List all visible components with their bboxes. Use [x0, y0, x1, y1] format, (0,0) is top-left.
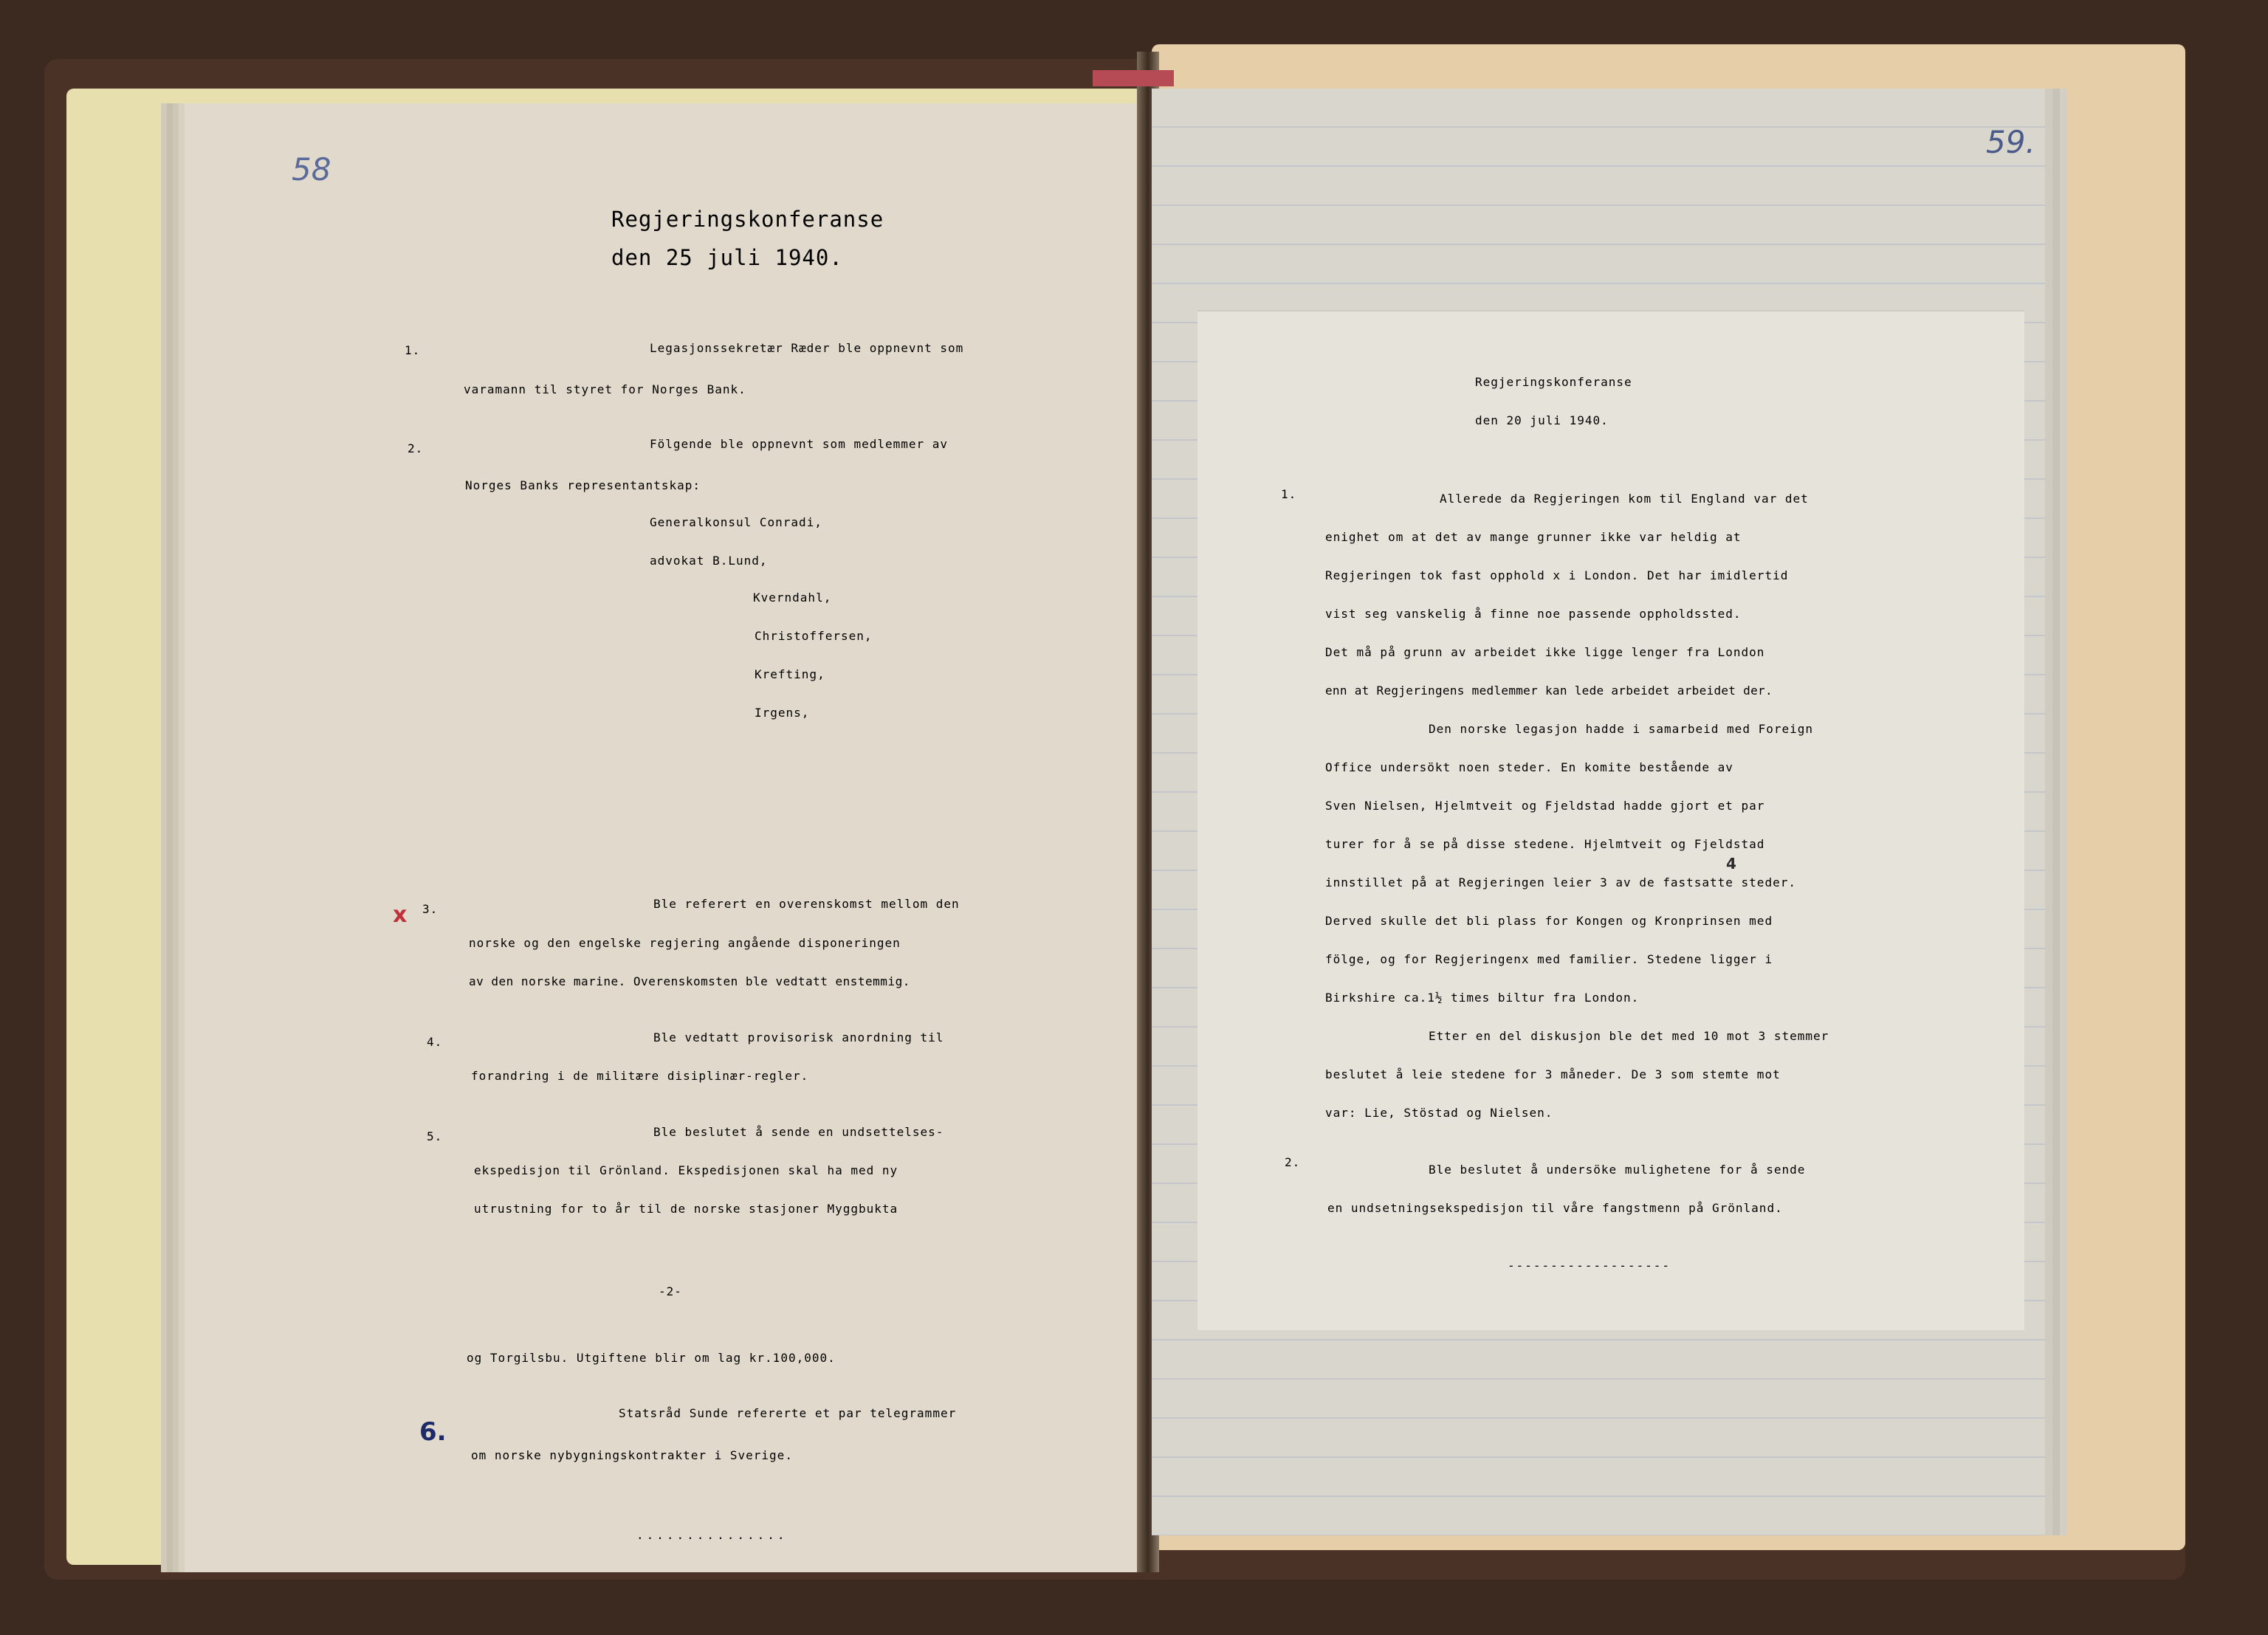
right-item1-line: enighet om at det av mange grunner ikke var heldig at	[1325, 530, 1742, 544]
right-item1-line: Den norske legasjon hadde i samarbeid med Foreign	[1429, 722, 1814, 736]
right-page-date: den 20 juli 1940.	[1475, 413, 1609, 427]
representative-name: Kverndahl,	[753, 591, 832, 605]
left-item5-line: Ble beslutet å sende en undsettelses-	[653, 1125, 944, 1139]
left-item5-number: 5.	[427, 1129, 443, 1143]
left-item3-number: 3.	[422, 902, 439, 916]
pasted-typed-sheet	[1197, 310, 2024, 1330]
right-item1-line: Sven Nielsen, Hjelmtveit og Fjeldstad hadde gjort et par	[1325, 799, 1765, 813]
right-item1-line: fölge, og for Regjeringenx med familier. Stedene ligger i	[1325, 952, 1773, 966]
right-item1-line: innstillet på at Regjeringen leier 3 av de fastsatte steder.	[1325, 875, 1796, 889]
right-item1-line: enn at Regjeringens medlemmer kan lede arbeidet arbeidet der.	[1325, 684, 1773, 698]
right-item1-line: var: Lie, Stöstad og Nielsen.	[1325, 1106, 1553, 1120]
left-item2-number: 2.	[408, 441, 424, 455]
representative-name: Generalkonsul Conradi,	[650, 515, 822, 529]
right-item1-number: 1.	[1281, 487, 1297, 501]
right-item2-line: en undsetningsekspedisjon til våre fangstmenn på Grönland.	[1327, 1201, 1783, 1215]
left-item2-line: Norges Banks representantskap:	[465, 478, 701, 492]
right-item1-line: beslutet å leie stedene for 3 måneder. De 3 som stemte mot	[1325, 1067, 1781, 1081]
ribbon-bookmark	[1093, 70, 1174, 86]
right-item1-line: Derved skulle det bli plass for Kongen og Kronprinsen med	[1325, 914, 1773, 928]
left-item2-line: Fölgende ble oppnevnt som medlemmer av	[650, 437, 949, 451]
right-item1-line: Birkshire ca.1½ times biltur fra London.	[1325, 991, 1640, 1005]
right-item1-line: turer for å se på disse stedene. Hjelmtveit og Fjeldstad	[1325, 837, 1765, 851]
left-item3-line: av den norske marine. Overenskomsten ble vedtatt enstemmig.	[469, 974, 910, 988]
handwritten-superscript: 4	[1726, 855, 1736, 872]
left-item5-line: ekspedisjon til Grönland. Ekspedisjonen skal ha med ny	[474, 1163, 898, 1177]
left-page-date: den 25 juli 1940.	[611, 245, 843, 270]
page-marker: -2-	[659, 1284, 682, 1298]
end-dot-line: ...............	[636, 1528, 788, 1542]
representative-name: Irgens,	[755, 706, 810, 720]
left-item4-line: forandring i de militære disiplinær-regler.	[471, 1069, 809, 1083]
right-item2-line: Ble beslutet å undersöke mulighetene for å sende	[1429, 1163, 1806, 1177]
left-item4-line: Ble vedtatt provisorisk anordning til	[653, 1030, 944, 1044]
left-item1-number: 1.	[405, 343, 421, 357]
right-item1-line: Etter en del diskusjon ble det med 10 mot 3 stemmer	[1429, 1029, 1829, 1043]
right-item2-number: 2.	[1285, 1155, 1301, 1169]
left-item6-line: Statsråd Sunde refererte et par telegrammer	[619, 1406, 957, 1420]
right-item1-line: Det må på grunn av arbeidet ikke ligge lenger fra London	[1325, 645, 1765, 659]
left-item5-line: utrustning for to år til de norske stasjoner Myggbukta	[474, 1202, 898, 1216]
right-item1-line: Regjeringen tok fast opphold x i London. Det har imidlertid	[1325, 568, 1789, 582]
closing-separator: -------------------	[1508, 1259, 1671, 1273]
representative-name: Krefting,	[755, 667, 825, 681]
left-item1-line: varamann til styret for Norges Bank.	[464, 382, 746, 396]
left-item1-line: Legasjonssekretær Ræder ble oppnevnt som	[650, 341, 964, 355]
right-item1-line: vist seg vanskelig å finne noe passende oppholdssted.	[1325, 607, 1742, 621]
continuation-line: og Torgilsbu. Utgiftene blir om lag kr.100,000.	[467, 1351, 836, 1365]
left-item6-line: om norske nybygningskontrakter i Sverige.	[471, 1448, 793, 1462]
left-item4-number: 4.	[427, 1035, 443, 1049]
representative-name: Christoffersen,	[755, 629, 873, 643]
left-page-number: 58	[292, 151, 331, 187]
left-page-title: Regjeringskonferanse	[611, 207, 884, 232]
right-item1-line: Allerede da Regjeringen kom til England var det	[1440, 492, 1809, 506]
right-page-number: 59.	[1986, 124, 2035, 160]
handwritten-item6-number: 6.	[419, 1417, 447, 1447]
left-item3-line: Ble referert en overenskomst mellom den	[653, 897, 960, 911]
red-cross-mark: x	[393, 902, 408, 928]
right-item1-line: Office undersökt noen steder. En komite bestående av	[1325, 760, 1733, 774]
left-item3-line: norske og den engelske regjering angående disponeringen	[469, 936, 901, 950]
right-page-title: Regjeringskonferanse	[1475, 375, 1632, 389]
representative-name: advokat B.Lund,	[650, 554, 768, 568]
